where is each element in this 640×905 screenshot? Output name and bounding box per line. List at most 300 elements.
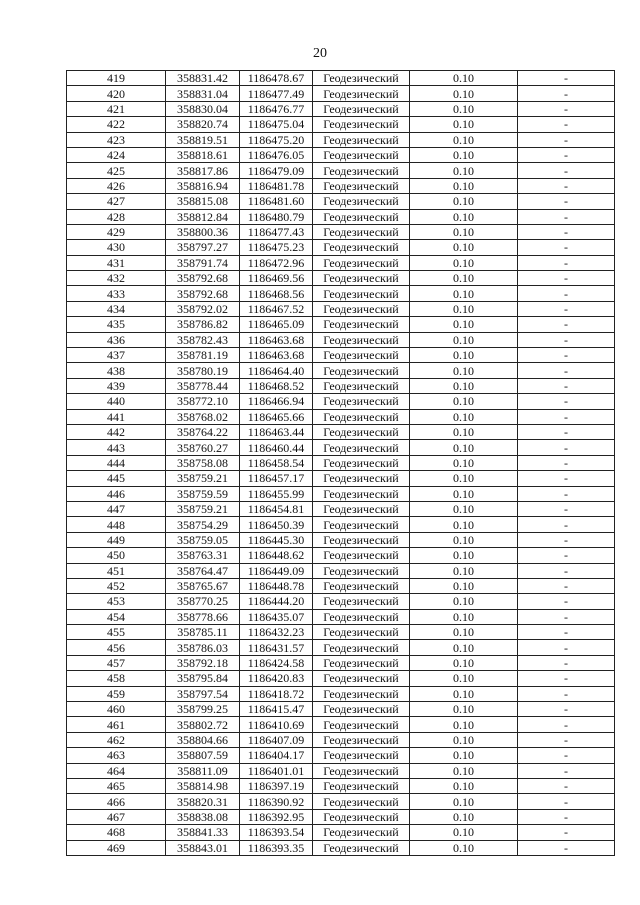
error-cell: 0.10 — [410, 255, 518, 270]
x-coordinate-cell: 358819.51 — [166, 132, 240, 147]
method-cell: Геодезический — [313, 763, 410, 778]
table-row — [67, 778, 615, 793]
table-row — [67, 655, 615, 670]
x-coordinate-cell: 358843.01 — [166, 840, 240, 855]
point-number-cell: 467 — [67, 809, 166, 824]
y-coordinate-cell: 1186472.96 — [240, 255, 313, 270]
method-cell: Геодезический — [313, 332, 410, 347]
note-cell: - — [518, 809, 615, 824]
note-cell: - — [518, 794, 615, 809]
y-coordinate-cell: 1186469.56 — [240, 271, 313, 286]
y-coordinate-cell: 1186477.43 — [240, 224, 313, 239]
x-coordinate-cell: 358797.27 — [166, 240, 240, 255]
x-coordinate-cell: 358792.18 — [166, 655, 240, 670]
y-coordinate-cell: 1186390.92 — [240, 794, 313, 809]
y-coordinate-cell: 1186460.44 — [240, 440, 313, 455]
table-row — [67, 271, 615, 286]
table-row — [67, 394, 615, 409]
error-cell: 0.10 — [410, 132, 518, 147]
x-coordinate-cell: 358778.44 — [166, 378, 240, 393]
note-cell: - — [518, 378, 615, 393]
method-cell: Геодезический — [313, 363, 410, 378]
method-cell: Геодезический — [313, 147, 410, 162]
y-coordinate-cell: 1186475.23 — [240, 240, 313, 255]
point-number-cell: 457 — [67, 655, 166, 670]
point-number-cell: 435 — [67, 317, 166, 332]
y-coordinate-cell: 1186476.05 — [240, 147, 313, 162]
method-cell: Геодезический — [313, 563, 410, 578]
y-coordinate-cell: 1186463.44 — [240, 424, 313, 439]
table-row — [67, 255, 615, 270]
point-number-cell: 446 — [67, 486, 166, 501]
y-coordinate-cell: 1186457.17 — [240, 471, 313, 486]
point-number-cell: 422 — [67, 117, 166, 132]
point-number-cell: 447 — [67, 501, 166, 516]
point-number-cell: 469 — [67, 840, 166, 855]
point-number-cell: 423 — [67, 132, 166, 147]
note-cell: - — [518, 394, 615, 409]
method-cell: Геодезический — [313, 378, 410, 393]
note-cell: - — [518, 194, 615, 209]
method-cell: Геодезический — [313, 286, 410, 301]
note-cell: - — [518, 686, 615, 701]
method-cell: Геодезический — [313, 548, 410, 563]
y-coordinate-cell: 1186468.52 — [240, 378, 313, 393]
x-coordinate-cell: 358799.25 — [166, 702, 240, 717]
error-cell: 0.10 — [410, 717, 518, 732]
y-coordinate-cell: 1186467.52 — [240, 301, 313, 316]
x-coordinate-cell: 358820.74 — [166, 117, 240, 132]
method-cell: Геодезический — [313, 532, 410, 547]
error-cell: 0.10 — [410, 163, 518, 178]
note-cell: - — [518, 455, 615, 470]
error-cell: 0.10 — [410, 825, 518, 840]
x-coordinate-cell: 358831.04 — [166, 86, 240, 101]
x-coordinate-cell: 358786.82 — [166, 317, 240, 332]
error-cell: 0.10 — [410, 763, 518, 778]
point-number-cell: 425 — [67, 163, 166, 178]
note-cell: - — [518, 501, 615, 516]
point-number-cell: 430 — [67, 240, 166, 255]
note-cell: - — [518, 178, 615, 193]
table-row — [67, 117, 615, 132]
table-row — [67, 317, 615, 332]
x-coordinate-cell: 358785.11 — [166, 625, 240, 640]
point-number-cell: 434 — [67, 301, 166, 316]
point-number-cell: 439 — [67, 378, 166, 393]
x-coordinate-cell: 358759.05 — [166, 532, 240, 547]
point-number-cell: 464 — [67, 763, 166, 778]
method-cell: Геодезический — [313, 778, 410, 793]
point-number-cell: 444 — [67, 455, 166, 470]
point-number-cell: 461 — [67, 717, 166, 732]
note-cell: - — [518, 271, 615, 286]
method-cell: Геодезический — [313, 455, 410, 470]
y-coordinate-cell: 1186475.04 — [240, 117, 313, 132]
error-cell: 0.10 — [410, 240, 518, 255]
y-coordinate-cell: 1186432.23 — [240, 625, 313, 640]
method-cell: Геодезический — [313, 717, 410, 732]
note-cell: - — [518, 840, 615, 855]
point-number-cell: 458 — [67, 671, 166, 686]
point-number-cell: 452 — [67, 578, 166, 593]
error-cell: 0.10 — [410, 86, 518, 101]
x-coordinate-cell: 358792.68 — [166, 271, 240, 286]
error-cell: 0.10 — [410, 809, 518, 824]
point-number-cell: 438 — [67, 363, 166, 378]
table-row — [67, 71, 615, 86]
table-row — [67, 825, 615, 840]
page-number: 20 — [313, 46, 327, 61]
table-row — [67, 224, 615, 239]
error-cell: 0.10 — [410, 363, 518, 378]
x-coordinate-cell: 358814.98 — [166, 778, 240, 793]
method-cell: Геодезический — [313, 101, 410, 116]
error-cell: 0.10 — [410, 563, 518, 578]
error-cell: 0.10 — [410, 332, 518, 347]
table-row — [67, 409, 615, 424]
method-cell: Геодезический — [313, 209, 410, 224]
note-cell: - — [518, 132, 615, 147]
point-number-cell: 428 — [67, 209, 166, 224]
y-coordinate-cell: 1186392.95 — [240, 809, 313, 824]
note-cell: - — [518, 332, 615, 347]
table-row — [67, 532, 615, 547]
note-cell: - — [518, 625, 615, 640]
table-row — [67, 732, 615, 747]
error-cell: 0.10 — [410, 317, 518, 332]
method-cell: Геодезический — [313, 594, 410, 609]
y-coordinate-cell: 1186401.01 — [240, 763, 313, 778]
method-cell: Геодезический — [313, 255, 410, 270]
x-coordinate-cell: 358791.74 — [166, 255, 240, 270]
point-number-cell: 454 — [67, 609, 166, 624]
method-cell: Геодезический — [313, 86, 410, 101]
x-coordinate-cell: 358772.10 — [166, 394, 240, 409]
method-cell: Геодезический — [313, 194, 410, 209]
table-row — [67, 609, 615, 624]
point-number-cell: 436 — [67, 332, 166, 347]
method-cell: Геодезический — [313, 440, 410, 455]
y-coordinate-cell: 1186397.19 — [240, 778, 313, 793]
y-coordinate-cell: 1186481.60 — [240, 194, 313, 209]
x-coordinate-cell: 358780.19 — [166, 363, 240, 378]
method-cell: Геодезический — [313, 840, 410, 855]
point-number-cell: 449 — [67, 532, 166, 547]
table-row — [67, 363, 615, 378]
y-coordinate-cell: 1186449.09 — [240, 563, 313, 578]
method-cell: Геодезический — [313, 732, 410, 747]
method-cell: Геодезический — [313, 117, 410, 132]
table-row — [67, 686, 615, 701]
note-cell: - — [518, 717, 615, 732]
y-coordinate-cell: 1186404.17 — [240, 748, 313, 763]
error-cell: 0.10 — [410, 655, 518, 670]
x-coordinate-cell: 358763.31 — [166, 548, 240, 563]
x-coordinate-cell: 358764.22 — [166, 424, 240, 439]
x-coordinate-cell: 358786.03 — [166, 640, 240, 655]
y-coordinate-cell: 1186481.78 — [240, 178, 313, 193]
note-cell: - — [518, 548, 615, 563]
error-cell: 0.10 — [410, 301, 518, 316]
table-row — [67, 717, 615, 732]
point-number-cell: 448 — [67, 517, 166, 532]
method-cell: Геодезический — [313, 517, 410, 532]
method-cell: Геодезический — [313, 702, 410, 717]
method-cell: Геодезический — [313, 625, 410, 640]
method-cell: Геодезический — [313, 317, 410, 332]
table-row — [67, 640, 615, 655]
table-row — [67, 178, 615, 193]
error-cell: 0.10 — [410, 271, 518, 286]
error-cell: 0.10 — [410, 348, 518, 363]
table-row — [67, 209, 615, 224]
table-row — [67, 163, 615, 178]
note-cell: - — [518, 671, 615, 686]
error-cell: 0.10 — [410, 455, 518, 470]
note-cell: - — [518, 748, 615, 763]
method-cell: Геодезический — [313, 132, 410, 147]
error-cell: 0.10 — [410, 71, 518, 86]
point-number-cell: 466 — [67, 794, 166, 809]
note-cell: - — [518, 224, 615, 239]
method-cell: Геодезический — [313, 271, 410, 286]
x-coordinate-cell: 358831.42 — [166, 71, 240, 86]
y-coordinate-cell: 1186476.77 — [240, 101, 313, 116]
table-row — [67, 424, 615, 439]
coordinates-table-body — [67, 71, 615, 856]
note-cell: - — [518, 301, 615, 316]
method-cell: Геодезический — [313, 486, 410, 501]
x-coordinate-cell: 358770.25 — [166, 594, 240, 609]
method-cell: Геодезический — [313, 640, 410, 655]
x-coordinate-cell: 358792.68 — [166, 286, 240, 301]
error-cell: 0.10 — [410, 532, 518, 547]
point-number-cell: 420 — [67, 86, 166, 101]
point-number-cell: 440 — [67, 394, 166, 409]
method-cell: Геодезический — [313, 409, 410, 424]
note-cell: - — [518, 532, 615, 547]
point-number-cell: 468 — [67, 825, 166, 840]
table-row — [67, 348, 615, 363]
x-coordinate-cell: 358812.84 — [166, 209, 240, 224]
table-row — [67, 101, 615, 116]
y-coordinate-cell: 1186466.94 — [240, 394, 313, 409]
note-cell: - — [518, 117, 615, 132]
table-row — [67, 702, 615, 717]
note-cell: - — [518, 86, 615, 101]
error-cell: 0.10 — [410, 640, 518, 655]
y-coordinate-cell: 1186458.54 — [240, 455, 313, 470]
error-cell: 0.10 — [410, 471, 518, 486]
error-cell: 0.10 — [410, 686, 518, 701]
point-number-cell: 450 — [67, 548, 166, 563]
error-cell: 0.10 — [410, 578, 518, 593]
x-coordinate-cell: 358759.21 — [166, 471, 240, 486]
error-cell: 0.10 — [410, 286, 518, 301]
y-coordinate-cell: 1186463.68 — [240, 348, 313, 363]
table-row — [67, 840, 615, 855]
error-cell: 0.10 — [410, 209, 518, 224]
x-coordinate-cell: 358754.29 — [166, 517, 240, 532]
point-number-cell: 433 — [67, 286, 166, 301]
point-number-cell: 427 — [67, 194, 166, 209]
point-number-cell: 451 — [67, 563, 166, 578]
x-coordinate-cell: 358758.08 — [166, 455, 240, 470]
note-cell: - — [518, 348, 615, 363]
y-coordinate-cell: 1186468.56 — [240, 286, 313, 301]
error-cell: 0.10 — [410, 794, 518, 809]
y-coordinate-cell: 1186415.47 — [240, 702, 313, 717]
point-number-cell: 443 — [67, 440, 166, 455]
error-cell: 0.10 — [410, 224, 518, 239]
error-cell: 0.10 — [410, 748, 518, 763]
table-row — [67, 440, 615, 455]
point-number-cell: 429 — [67, 224, 166, 239]
note-cell: - — [518, 440, 615, 455]
x-coordinate-cell: 358764.47 — [166, 563, 240, 578]
point-number-cell: 437 — [67, 348, 166, 363]
error-cell: 0.10 — [410, 409, 518, 424]
point-number-cell: 453 — [67, 594, 166, 609]
point-number-cell: 424 — [67, 147, 166, 162]
method-cell: Геодезический — [313, 655, 410, 670]
x-coordinate-cell: 358841.33 — [166, 825, 240, 840]
note-cell: - — [518, 702, 615, 717]
method-cell: Геодезический — [313, 825, 410, 840]
note-cell: - — [518, 363, 615, 378]
point-number-cell: 432 — [67, 271, 166, 286]
x-coordinate-cell: 358768.02 — [166, 409, 240, 424]
x-coordinate-cell: 358782.43 — [166, 332, 240, 347]
y-coordinate-cell: 1186393.35 — [240, 840, 313, 855]
error-cell: 0.10 — [410, 394, 518, 409]
table-row — [67, 332, 615, 347]
method-cell: Геодезический — [313, 394, 410, 409]
note-cell: - — [518, 471, 615, 486]
x-coordinate-cell: 358795.84 — [166, 671, 240, 686]
y-coordinate-cell: 1186424.58 — [240, 655, 313, 670]
y-coordinate-cell: 1186455.99 — [240, 486, 313, 501]
point-number-cell: 421 — [67, 101, 166, 116]
y-coordinate-cell: 1186464.40 — [240, 363, 313, 378]
note-cell: - — [518, 209, 615, 224]
point-number-cell: 445 — [67, 471, 166, 486]
y-coordinate-cell: 1186454.81 — [240, 501, 313, 516]
note-cell: - — [518, 71, 615, 86]
x-coordinate-cell: 358781.19 — [166, 348, 240, 363]
point-number-cell: 465 — [67, 778, 166, 793]
y-coordinate-cell: 1186410.69 — [240, 717, 313, 732]
table-row — [67, 455, 615, 470]
x-coordinate-cell: 358792.02 — [166, 301, 240, 316]
note-cell: - — [518, 517, 615, 532]
x-coordinate-cell: 358816.94 — [166, 178, 240, 193]
error-cell: 0.10 — [410, 378, 518, 393]
x-coordinate-cell: 358817.86 — [166, 163, 240, 178]
table-row — [67, 517, 615, 532]
note-cell: - — [518, 317, 615, 332]
table-row — [67, 286, 615, 301]
table-row — [67, 486, 615, 501]
note-cell: - — [518, 286, 615, 301]
error-cell: 0.10 — [410, 101, 518, 116]
y-coordinate-cell: 1186477.49 — [240, 86, 313, 101]
note-cell: - — [518, 609, 615, 624]
error-cell: 0.10 — [410, 778, 518, 793]
error-cell: 0.10 — [410, 424, 518, 439]
y-coordinate-cell: 1186445.30 — [240, 532, 313, 547]
x-coordinate-cell: 358778.66 — [166, 609, 240, 624]
table-row — [67, 563, 615, 578]
table-row — [67, 671, 615, 686]
table-row — [67, 748, 615, 763]
table-row — [67, 240, 615, 255]
x-coordinate-cell: 358811.09 — [166, 763, 240, 778]
method-cell: Геодезический — [313, 471, 410, 486]
y-coordinate-cell: 1186478.67 — [240, 71, 313, 86]
y-coordinate-cell: 1186450.39 — [240, 517, 313, 532]
table-row — [67, 132, 615, 147]
point-number-cell: 456 — [67, 640, 166, 655]
note-cell: - — [518, 594, 615, 609]
x-coordinate-cell: 358815.08 — [166, 194, 240, 209]
method-cell: Геодезический — [313, 240, 410, 255]
table-row — [67, 86, 615, 101]
note-cell: - — [518, 640, 615, 655]
y-coordinate-cell: 1186431.57 — [240, 640, 313, 655]
point-number-cell: 431 — [67, 255, 166, 270]
note-cell: - — [518, 240, 615, 255]
method-cell: Геодезический — [313, 71, 410, 86]
note-cell: - — [518, 255, 615, 270]
table-row — [67, 301, 615, 316]
table-row — [67, 763, 615, 778]
method-cell: Геодезический — [313, 301, 410, 316]
error-cell: 0.10 — [410, 671, 518, 686]
error-cell: 0.10 — [410, 548, 518, 563]
table-row — [67, 501, 615, 516]
x-coordinate-cell: 358765.67 — [166, 578, 240, 593]
y-coordinate-cell: 1186465.09 — [240, 317, 313, 332]
method-cell: Геодезический — [313, 609, 410, 624]
error-cell: 0.10 — [410, 609, 518, 624]
x-coordinate-cell: 358797.54 — [166, 686, 240, 701]
x-coordinate-cell: 358818.61 — [166, 147, 240, 162]
note-cell: - — [518, 101, 615, 116]
y-coordinate-cell: 1186418.72 — [240, 686, 313, 701]
y-coordinate-cell: 1186448.78 — [240, 578, 313, 593]
x-coordinate-cell: 358800.36 — [166, 224, 240, 239]
point-number-cell: 460 — [67, 702, 166, 717]
table-row — [67, 194, 615, 209]
coordinates-table — [66, 70, 615, 856]
note-cell: - — [518, 778, 615, 793]
method-cell: Геодезический — [313, 748, 410, 763]
error-cell: 0.10 — [410, 625, 518, 640]
method-cell: Геодезический — [313, 686, 410, 701]
error-cell: 0.10 — [410, 840, 518, 855]
error-cell: 0.10 — [410, 117, 518, 132]
y-coordinate-cell: 1186444.20 — [240, 594, 313, 609]
y-coordinate-cell: 1186407.09 — [240, 732, 313, 747]
point-number-cell: 441 — [67, 409, 166, 424]
point-number-cell: 463 — [67, 748, 166, 763]
table-row — [67, 809, 615, 824]
x-coordinate-cell: 358760.27 — [166, 440, 240, 455]
table-row — [67, 471, 615, 486]
note-cell: - — [518, 486, 615, 501]
